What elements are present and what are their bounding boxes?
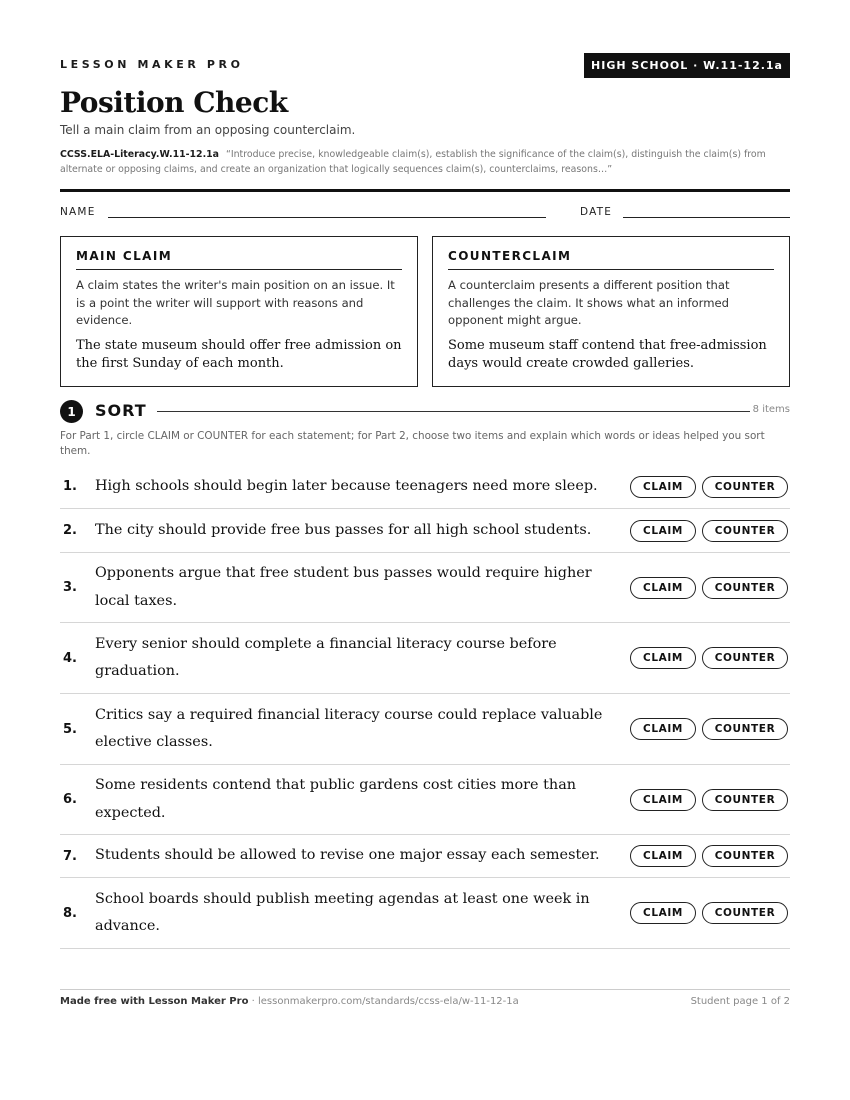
counterclaim-example: Some museum staff contend that free-admission days would create crowded galleries.	[448, 337, 767, 371]
counter-choice[interactable]: COUNTER	[702, 577, 788, 599]
counter-choice[interactable]: COUNTER	[702, 845, 788, 867]
counter-choice[interactable]: COUNTER	[702, 718, 788, 740]
counter-choice[interactable]: COUNTER	[702, 476, 788, 498]
choice-group	[630, 520, 788, 542]
item-count: 8 items	[752, 404, 790, 415]
item-number: 4.	[63, 650, 77, 666]
counterclaim-definition: A counterclaim presents a different position that challenges the claim. It shows what an informed opponent might argue.	[448, 278, 730, 327]
main-claim-box	[60, 236, 418, 387]
main-claim-example: The state museum should offer free admission on the first Sunday of each month.	[76, 337, 402, 371]
choice-group	[630, 902, 788, 924]
list-item	[60, 765, 790, 835]
standard-description	[60, 147, 790, 177]
counter-choice[interactable]: COUNTER	[702, 789, 788, 811]
date-field[interactable]	[623, 217, 790, 218]
page-indicator: Student page 1 of 2	[690, 996, 790, 1007]
claim-choice[interactable]: CLAIM	[630, 902, 696, 924]
section-instructions: For Part 1, circle CLAIM or COUNTER for each statement; for Part 2, choose two items and explain which words or ideas helped you sort them.	[60, 430, 765, 457]
item-statement: Every senior should complete a financial literacy course before graduation.	[95, 635, 557, 679]
footer-divider	[60, 989, 790, 990]
footer-credit	[60, 996, 519, 1007]
item-list	[60, 465, 790, 949]
item-number: 3.	[63, 580, 77, 595]
brand-name: LESSON MAKER PRO	[60, 58, 244, 71]
counterclaim-heading: COUNTERCLAIM	[448, 249, 774, 270]
list-item	[60, 623, 790, 694]
item-statement: Critics say a required financial literacy course could replace valuable elective classes.	[95, 706, 603, 750]
claim-choice[interactable]: CLAIM	[630, 577, 696, 599]
counterclaim-box	[432, 236, 790, 387]
header-divider	[60, 189, 790, 192]
footer-url[interactable]: · lessonmakerpro.com/standards/ccss-ela/w-11-12-1a	[248, 996, 519, 1007]
choice-group	[630, 845, 788, 867]
item-statement: The city should provide free bus passes for all high school students.	[95, 521, 592, 538]
item-number: 5.	[63, 721, 77, 737]
claim-choice[interactable]: CLAIM	[630, 520, 696, 542]
list-item	[60, 835, 790, 878]
page-subtitle: Tell a main claim from an opposing counterclaim.	[60, 123, 356, 137]
item-number: 6.	[63, 792, 77, 807]
grade-badge: HIGH SCHOOL · W.11-12.1a	[584, 53, 790, 78]
page-title: Position Check	[60, 86, 288, 119]
item-number: 8.	[63, 905, 77, 921]
section-title: SORT	[95, 401, 147, 420]
main-claim-definition: A claim states the writer's main position on an issue. It is a point the writer will support with reasons and evidence.	[76, 278, 395, 327]
standard-text: “Introduce precise, knowledgeable claim(s), establish the significance of the claim(s), distinguish the claim(s) from alternate or opposing claims, and create an organization that logically sequences claim(s), counterclaims, reasons…”	[60, 149, 766, 175]
item-statement: Some residents contend that public gardens cost cities more than expected.	[95, 777, 577, 821]
item-statement: Students should be allowed to revise one major essay each semester.	[95, 847, 600, 864]
item-statement: High schools should begin later because teenagers need more sleep.	[95, 477, 598, 494]
item-number: 7.	[63, 848, 77, 864]
list-item	[60, 465, 790, 509]
section-divider	[157, 411, 750, 412]
claim-choice[interactable]: CLAIM	[630, 845, 696, 867]
list-item	[60, 878, 790, 949]
item-number: 2.	[63, 523, 77, 538]
item-statement: Opponents argue that free student bus passes would require higher local taxes.	[95, 565, 592, 609]
choice-group	[630, 577, 788, 599]
item-statement: School boards should publish meeting agendas at least one week in advance.	[95, 890, 590, 934]
counter-choice[interactable]: COUNTER	[702, 520, 788, 542]
item-number: 1.	[63, 479, 77, 494]
counter-choice[interactable]: COUNTER	[702, 647, 788, 669]
choice-group	[630, 789, 788, 811]
footer-made: Made free with Lesson Maker Pro	[60, 996, 249, 1007]
claim-choice[interactable]: CLAIM	[630, 476, 696, 498]
name-field[interactable]	[108, 217, 546, 218]
choice-group	[630, 647, 788, 669]
main-claim-heading: MAIN CLAIM	[76, 249, 402, 270]
choice-group	[630, 718, 788, 740]
worksheet-page	[60, 0, 790, 1100]
claim-choice[interactable]: CLAIM	[630, 718, 696, 740]
list-item	[60, 694, 790, 765]
standard-code: CCSS.ELA-Literacy.W.11-12.1a	[60, 149, 219, 160]
choice-group	[630, 476, 788, 498]
date-label: DATE	[580, 206, 613, 218]
claim-choice[interactable]: CLAIM	[630, 789, 696, 811]
section-number: 1	[60, 400, 83, 423]
list-item	[60, 553, 790, 623]
claim-choice[interactable]: CLAIM	[630, 647, 696, 669]
counter-choice[interactable]: COUNTER	[702, 902, 788, 924]
name-label: NAME	[60, 206, 96, 218]
list-item	[60, 509, 790, 553]
